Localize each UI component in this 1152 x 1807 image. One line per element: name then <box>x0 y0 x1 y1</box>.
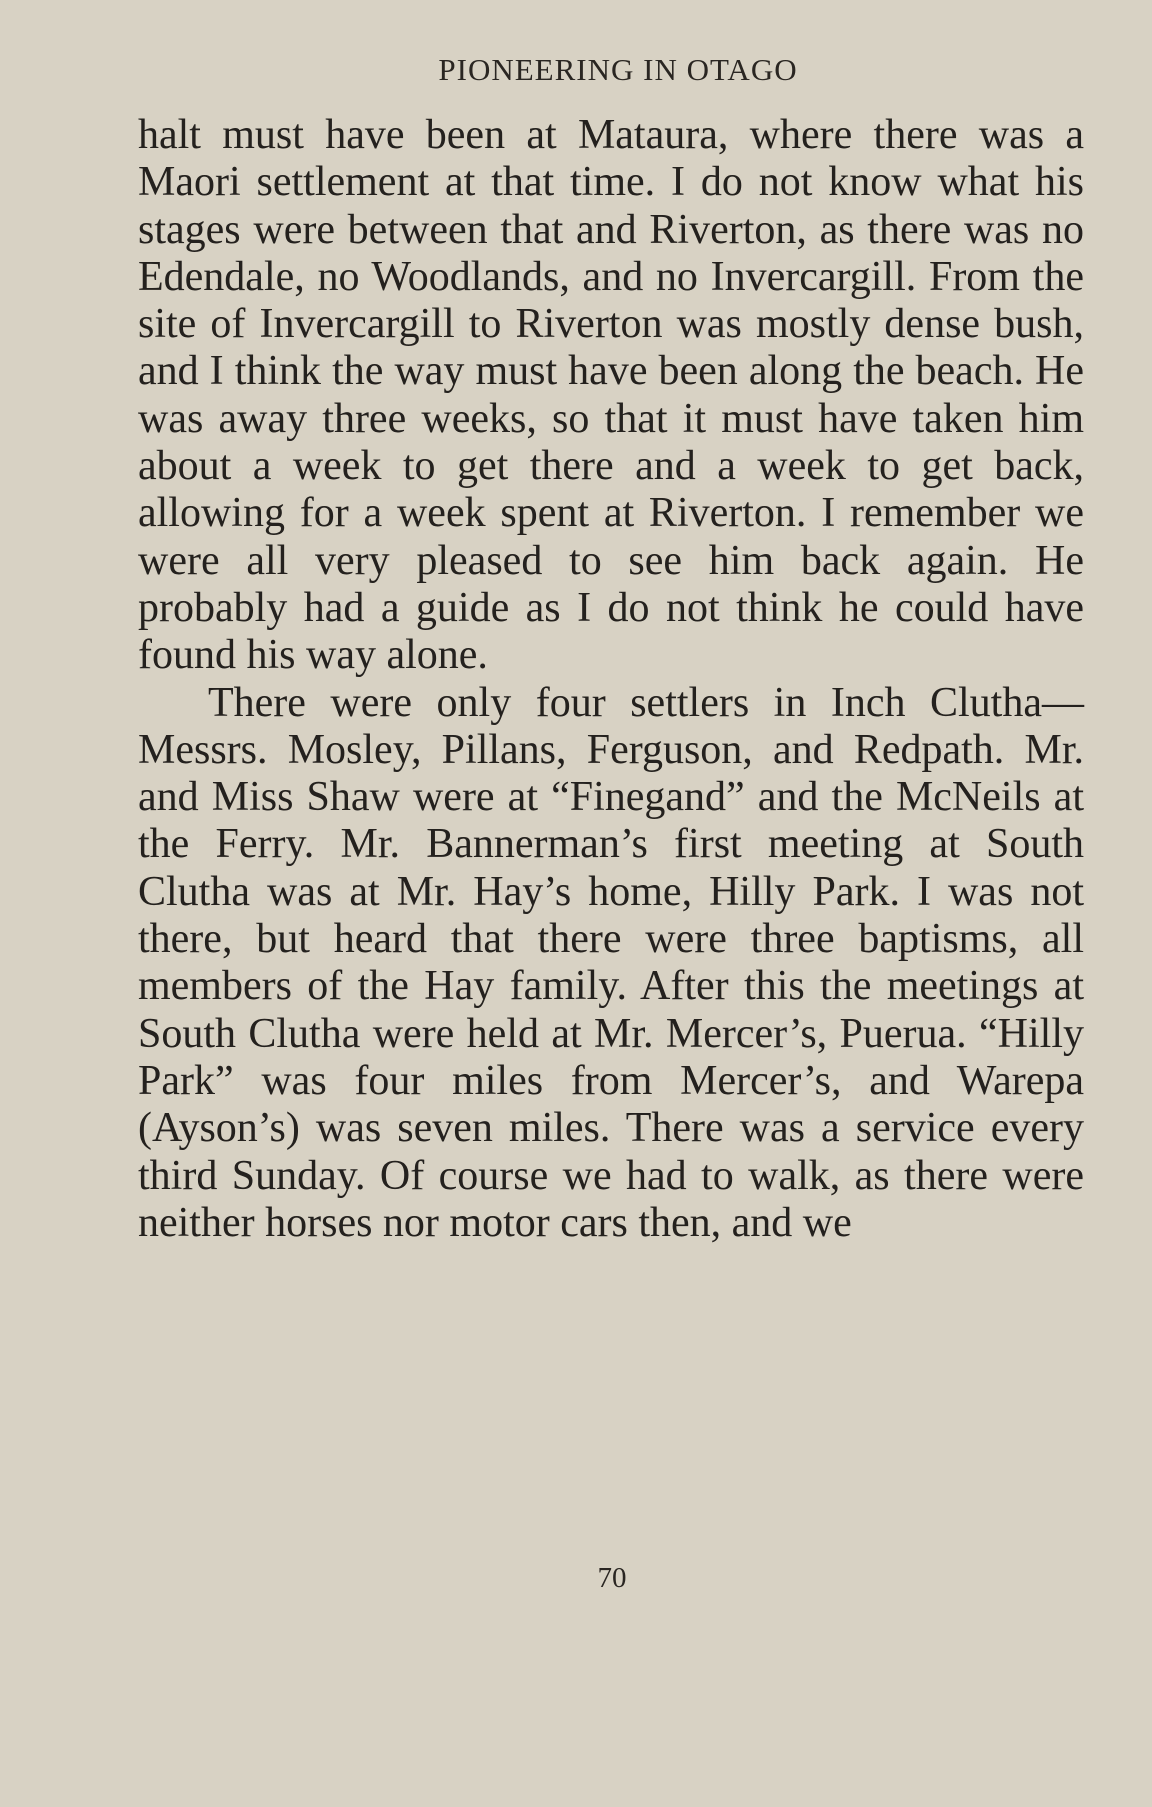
body-text <box>138 112 1084 1247</box>
page-number: 70 <box>597 1562 627 1594</box>
running-head: PIONEERING IN OTAGO <box>438 52 798 87</box>
paragraph-continued: halt must have been at Mataura, where there was a Maori settlement at that time. I do not know what his stages were between that and Riverton, as there was no Edendale, no Woodlands, and no Invercargill. From the site of Invercargill to Riverton was mostly dense bush, and I think the way must have been along the beach. He was away three weeks, so that it must have taken him about a week to get there and a week to get back, allowing for a week spent at Riverton. I remember we were all very pleased to see him back again. He probably had a guide as I do not think he could have found his way alone. <box>138 112 1084 679</box>
paragraph-settlers: There were only four settlers in Inch Clutha—Messrs. Mosley, Pillans, Ferguson, and Redpath. Mr. and Miss Shaw were at “Finegand” and the McNeils at the Ferry. Mr. Bannerman’s first meeting at South Clutha was at Mr. Hay’s home, Hilly Park. I was not there, but heard that there were three baptisms, all members of the Hay family. After this the meetings at South Clutha were held at Mr. Mercer’s, Puerua. “Hilly Park” was four miles from Mercer’s, and Warepa (Ayson’s) was seven miles. There was a service every third Sunday. Of course we had to walk, as there were neither horses nor motor cars then, and we <box>138 679 1084 1246</box>
